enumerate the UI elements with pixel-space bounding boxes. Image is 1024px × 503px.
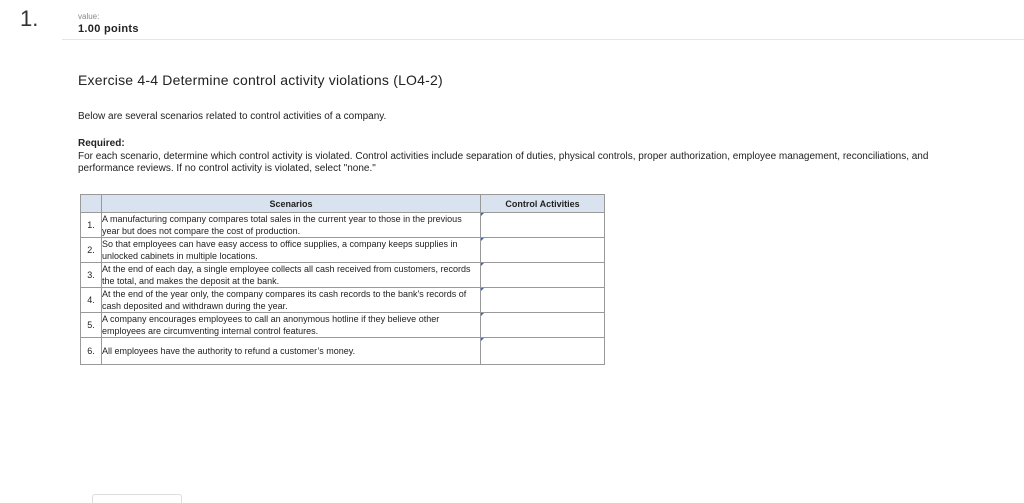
exercise-title: Exercise 4-4 Determine control activity violations (LO4-2)	[78, 72, 443, 88]
scenario-text: At the end of each day, a single employee collects all cash received from customers, records the total, and makes the deposit at the bank.	[102, 263, 481, 288]
control-activity-select[interactable]	[481, 213, 605, 238]
points-value: 1.00 points	[78, 23, 139, 35]
exercise-intro: Below are several scenarios related to control activities of a company.	[78, 111, 387, 122]
required-label: Required:	[78, 138, 125, 149]
row-number: 3.	[81, 263, 102, 288]
control-activity-select[interactable]	[481, 263, 605, 288]
dropdown-marker-icon	[481, 263, 484, 266]
row-number: 6.	[81, 338, 102, 365]
dropdown-marker-icon	[481, 213, 484, 216]
control-activity-select[interactable]	[481, 288, 605, 313]
control-activity-select[interactable]	[481, 338, 605, 365]
control-activities-column-header: Control Activities	[481, 195, 605, 213]
table-row	[81, 263, 605, 288]
question-number: 1.	[20, 6, 39, 31]
control-activity-select[interactable]	[481, 238, 605, 263]
control-activity-select[interactable]	[481, 313, 605, 338]
number-column-header	[81, 195, 102, 213]
scenario-text: So that employees can have easy access to office supplies, a company keeps supplies in unlocked cabinets in multiple locations.	[102, 238, 481, 263]
dropdown-marker-icon	[481, 288, 484, 291]
header-divider	[62, 39, 1024, 40]
row-number: 4.	[81, 288, 102, 313]
instructions-text: For each scenario, determine which control activity is violated. Control activities include separation of duties, physical controls, proper authorization, employee management, reconciliations, and performance reviews. If no control activity is violated, select "none."	[78, 151, 929, 174]
scenarios-table	[80, 194, 605, 365]
row-number: 5.	[81, 313, 102, 338]
scenario-text: At the end of the year only, the company compares its cash records to the bank's records of cash deposited and withdrawn during the year.	[102, 288, 481, 313]
value-label: value:	[78, 12, 100, 21]
table-row	[81, 238, 605, 263]
scenario-text: A company encourages employees to call an anonymous hotline if they believe other employees are circumventing internal control features.	[102, 313, 481, 338]
row-number: 1.	[81, 213, 102, 238]
row-number: 2.	[81, 238, 102, 263]
scenario-text: A manufacturing company compares total sales in the current year to those in the previous year but does not compare the cost of production.	[102, 213, 481, 238]
scenarios-column-header: Scenarios	[102, 195, 481, 213]
table-row	[81, 288, 605, 313]
dropdown-marker-icon	[481, 313, 484, 316]
dropdown-marker-icon	[481, 238, 484, 241]
table-header-row	[81, 195, 605, 213]
table-row	[81, 213, 605, 238]
scenario-text: All employees have the authority to refund a customer’s money.	[102, 338, 481, 365]
dropdown-marker-icon	[481, 338, 484, 341]
table-row	[81, 338, 605, 365]
table-row	[81, 313, 605, 338]
bottom-panel-stub	[92, 494, 182, 503]
